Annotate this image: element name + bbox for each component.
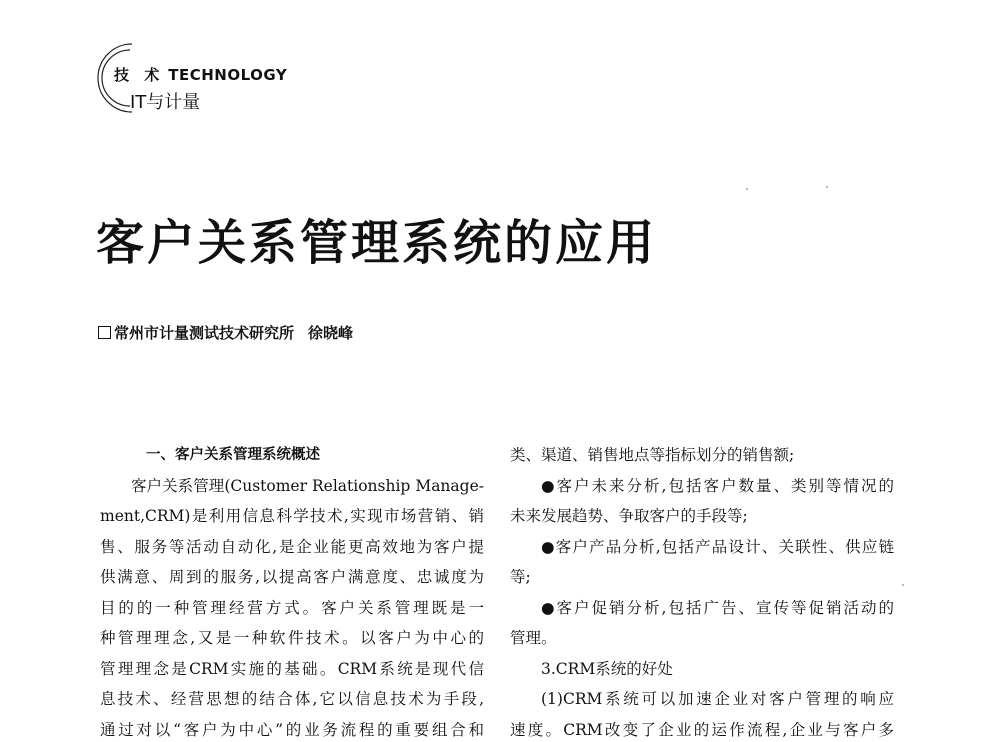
author-box-icon [98, 326, 111, 339]
header-en-label: TECHNOLOGY [168, 66, 288, 84]
paragraph-line: 未来发展趋势、争取客户的手段等; [510, 507, 748, 525]
scan-speck [746, 188, 748, 190]
author-line [98, 322, 353, 343]
bullet-line: ●客户促销分析,包括广告、宣传等促销活动的 [541, 598, 894, 617]
paragraph-line: 目的的一种管理经营方式。客户关系管理既是一 [100, 598, 484, 617]
paragraph-line: 管理。 [510, 629, 557, 647]
paragraph-line: ment,CRM)是利用信息科学技术,实现市场营销、销 [100, 507, 484, 525]
section-header [92, 38, 312, 118]
bullet-line: ●客户产品分析,包括产品设计、关联性、供应链 [541, 537, 894, 556]
paragraph-line: (1)CRM系统可以加速企业对客户管理的响应 [541, 690, 894, 708]
paragraph-line: 客户关系管理(Customer Relationship Manage- [131, 476, 484, 495]
paragraph-line: 速度。CRM改变了企业的运作流程,企业与客户多 [510, 720, 894, 739]
scan-speck [826, 186, 828, 188]
subsection-heading: 3.CRM系统的好处 [541, 659, 673, 678]
paragraph-line: 息技术、经营思想的结合体,它以信息技术为手段, [100, 690, 484, 708]
article-title: 客户关系管理系统的应用 [96, 215, 658, 271]
paragraph-line: 等; [510, 568, 531, 586]
header-section-name: IT与计量 [130, 92, 201, 113]
left-column [100, 440, 484, 742]
header-technology-label [114, 64, 287, 85]
paragraph-line: 供满意、周到的服务,以提高客户满意度、忠诚度为 [100, 568, 484, 586]
paragraph-line: 类、渠道、销售地点等指标划分的销售额; [510, 446, 795, 464]
scan-speck [902, 584, 904, 586]
right-column [510, 440, 894, 742]
paragraph-line: 管理理念是CRM实施的基础。CRM系统是现代信 [100, 659, 484, 678]
paragraph-line: 通过对以“客户为中心”的业务流程的重要组合和 [100, 720, 484, 739]
bullet-line: ●客户未来分析,包括客户数量、类别等情况的 [541, 476, 894, 495]
paragraph-line: 售、服务等活动自动化,是企业能更高效地为客户提 [100, 537, 484, 556]
author-name: 徐晓峰 [308, 324, 354, 342]
section-heading: 一、客户关系管理系统概述 [146, 447, 320, 463]
paragraph-line: 种管理理念,又是一种软件技术。以客户为中心的 [100, 629, 484, 647]
header-cn-label: 技 术 [114, 66, 165, 84]
author-affiliation: 常州市计量测试技术研究所 [114, 324, 295, 342]
